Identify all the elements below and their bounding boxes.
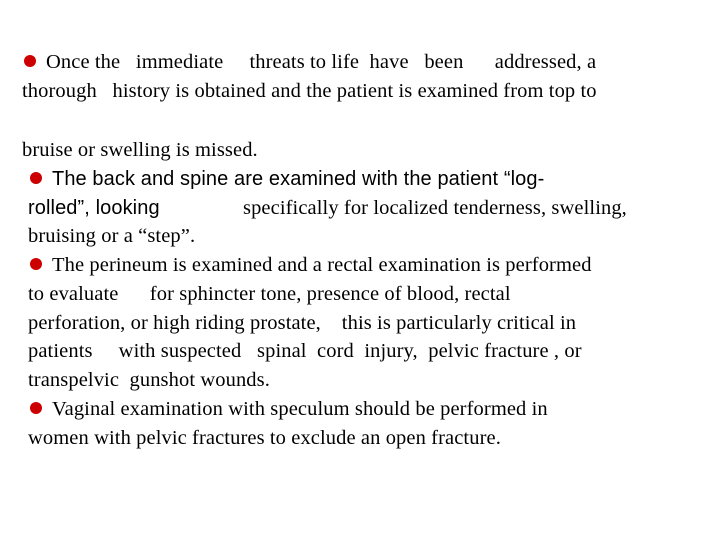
text-line: women with pelvic fractures to exclude an open fracture. [28,427,501,449]
bullet-dot-icon [24,55,36,67]
bullet-dot-icon [30,172,42,184]
paragraph-2-line-2b [243,196,627,220]
paragraph-1-line-3 [22,138,258,162]
text-line: rolled”, looking [28,197,160,219]
text-line: bruising or a “step”. [28,225,196,247]
text-line: perforation, or high riding prostate, this is particularly critical in [28,312,577,334]
text-line: bruise or swelling is missed. [22,139,258,161]
paragraph-3-line-2 [28,282,511,306]
paragraph-4-line-1 [30,397,548,421]
text-line: transpelvic gunshot wounds. [28,369,270,391]
text-line: specifically for localized tenderness, swelling, [243,197,627,219]
paragraph-2-line-1 [30,167,544,191]
text-line: Vaginal examination with speculum should be performed in [52,398,548,420]
paragraph-1-line-2 [22,79,597,103]
paragraph-4-line-2 [28,426,501,450]
paragraph-3-line-5 [28,368,270,392]
paragraph-3-line-3 [28,311,576,335]
paragraph-3-line-4 [28,339,582,363]
text-line: Once the immediate threats to life have been addressed, a [46,51,597,73]
paragraph-3-line-1 [30,253,592,277]
paragraph-2-line-3 [28,224,195,248]
text-line: The perineum is examined and a rectal examination is performed [52,254,592,276]
text-line: to evaluate for sphincter tone, presence of blood, rectal [28,283,511,305]
text-line: thorough history is obtained and the patient is examined from top to [22,80,597,102]
paragraph-1-line-1 [24,50,596,74]
bullet-dot-icon [30,402,42,414]
paragraph-2-line-2a [28,196,160,220]
text-line: The back and spine are examined with the patient “log- [52,168,545,190]
text-line: patients with suspected spinal cord injury, pelvic fracture , or [28,340,582,362]
bullet-dot-icon [30,258,42,270]
